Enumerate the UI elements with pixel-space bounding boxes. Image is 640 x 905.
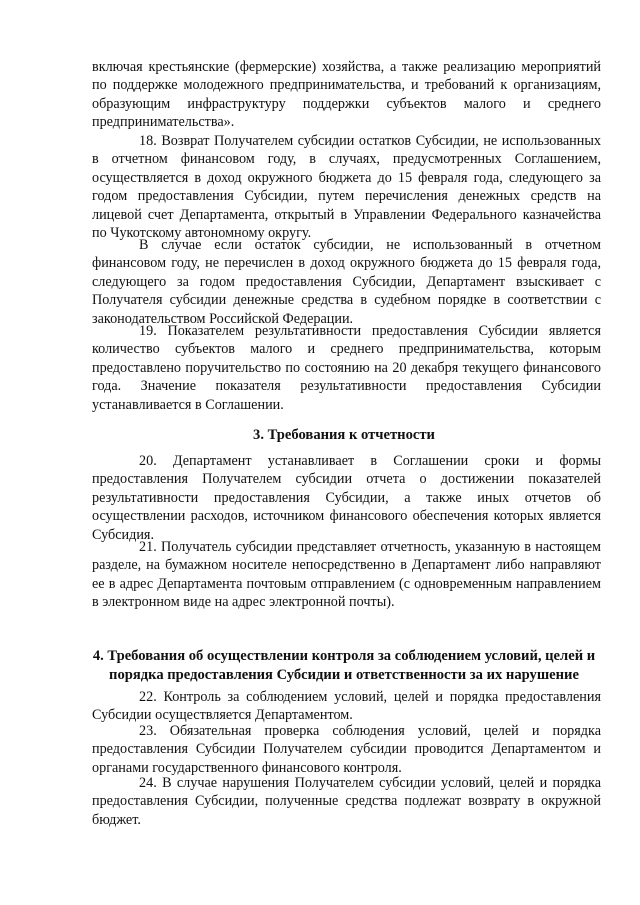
paragraph-continuation: включая крестьянские (фермерские) хозяйства, а также реализацию мероприятий по поддержке молодежного предпринимательства, и требований к организациям, образующим инфраструктуру поддержки субъектов малого и среднего предпринимательства». <box>92 59 601 131</box>
paragraph-22: 22. Контроль за соблюдением условий, целей и порядка предоставления Субсидии осуществляется Департаментом. <box>92 689 601 724</box>
section-4-title: 4. Требования об осуществлении контроля за соблюдением условий, целей и порядка предоставления Субсидии и ответственности за их нарушение <box>92 648 596 683</box>
paragraph-24: 24. В случае нарушения Получателем субсидии условий, целей и порядка предоставления Субсидии, полученные средства подлежат возврату в окружной бюджет. <box>92 775 601 828</box>
paragraph-21: 21. Получатель субсидии представляет отчетность, указанную в настоящем разделе, на бумажном носителе непосредственно в Департамент либо направляют ее в адрес Департамента почтовым отправлением (с одновременным направлением в электронном виде на адрес электронной почты). <box>92 539 601 611</box>
section-3-title: 3. Требования к отчетности <box>253 427 435 443</box>
paragraph-19: 19. Показателем результативности предоставления Субсидии является количество субъектов малого и среднего предпринимательства, которым предоставлено поручительство по состоянию на 20 декабря текущего финансового года. Значение показателя результативности предоставления Субсидии устанавливается в Соглашении. <box>92 323 601 413</box>
paragraph-18: 18. Возврат Получателем субсидии остатков Субсидии, не использованных в отчетном финансовом году, в случаях, предусмотренных Соглашением, осуществляется в доход окружного бюджета до 15 февраля года, следующего за годом предоставления Субсидии, путем перечисления денежных средств на лицевой счет Департамента, открытый в Управлении Федерального казначейства по Чукотскому автономному округу. <box>92 133 601 242</box>
paragraph-23: 23. Обязательная проверка соблюдения условий, целей и порядка предоставления Субсидии Получателем субсидии проводится Департаментом и органами государственного финансового контроля. <box>92 723 601 776</box>
paragraph-18-extra: В случае если остаток субсидии, не использованный в отчетном финансовом году, не перечислен в доход окружного бюджета до 15 февраля года, следующего за годом предоставления Субсидии, Департамент взыскивает с Получателя субсидии денежные средства в судебном порядке в соответствии с законодательством Российской Федерации. <box>92 237 601 327</box>
paragraph-20: 20. Департамент устанавливает в Соглашении сроки и формы предоставления Получателем субсидии отчета о достижении показателей результативности предоставления Субсидии, а также иных отчетов об осуществлении расходов, источником финансового обеспечения которых является Субсидия. <box>92 453 601 543</box>
